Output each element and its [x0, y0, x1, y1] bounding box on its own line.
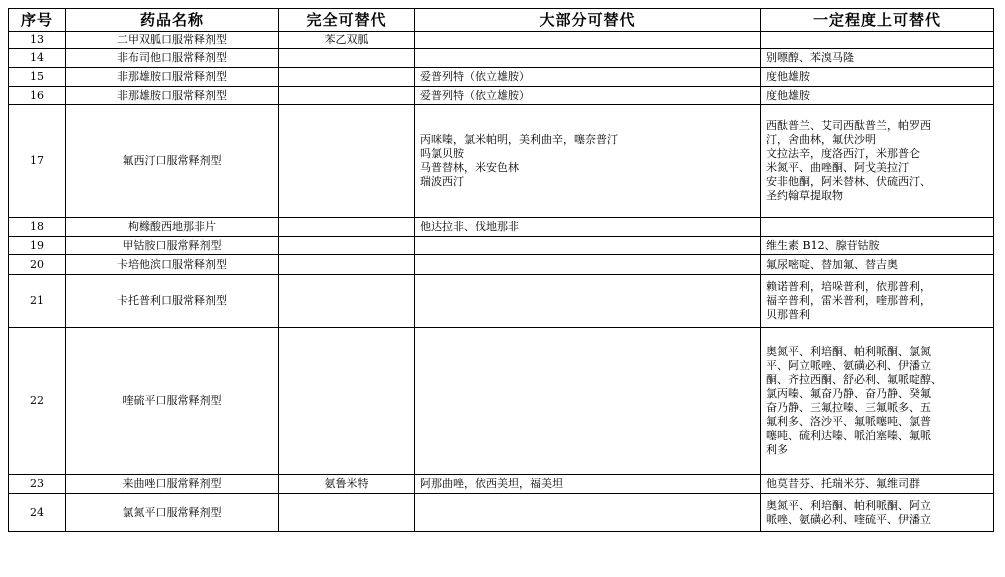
fully-substitutable-cell: 苯乙双胍: [279, 32, 415, 49]
cell-line: 汀，舍曲林，氟伏沙明: [766, 133, 876, 146]
drug-name: 枸橼酸西地那非片: [66, 218, 279, 237]
cell-line: 西酞普兰、艾司西酞普兰，帕罗西: [766, 119, 931, 132]
cell-line: 维生素 B12、腺苷钴胺: [766, 238, 880, 252]
drug-name: 非那雄胺口服常释剂型: [66, 87, 279, 105]
cell-line: 文拉法辛，度洛西汀，米那普仑: [766, 147, 920, 160]
fully-substitutable-cell: [279, 87, 415, 105]
row-index: 18: [9, 218, 66, 237]
table-row: [9, 328, 994, 475]
cell-line: 奥氮平、利培酮、帕利哌酮、阿立: [766, 498, 931, 512]
mostly-substitutable-cell: [415, 475, 761, 494]
cell-line: 安非他酮，阿米替林、伏硫西汀、: [766, 175, 931, 188]
mostly-substitutable-cell: [415, 328, 761, 475]
cell-line: 爱普列特（依立雄胺）: [420, 70, 530, 83]
partly-substitutable-cell: [761, 255, 994, 275]
cell-line: 哌唑、氨磺必利、喹硫平、伊潘立: [766, 512, 931, 526]
table-row: [9, 237, 994, 255]
drug-name: 氟西汀口服常释剂型: [66, 105, 279, 218]
row-index: 21: [9, 275, 66, 328]
partly-substitutable-cell: [761, 49, 994, 68]
partly-substitutable-cell: [761, 475, 994, 494]
partly-substitutable-cell: [761, 328, 994, 475]
partly-substitutable-cell: [761, 275, 994, 328]
cell-line: 赖诺普利，培哚普利，依那普利，: [766, 280, 931, 293]
row-index: 20: [9, 255, 66, 275]
cell-line: 吗氯贝胺: [420, 147, 464, 160]
table-row: [9, 32, 994, 49]
mostly-substitutable-cell: [415, 237, 761, 255]
table-row: [9, 49, 994, 68]
fully-substitutable-cell: 氨鲁米特: [279, 475, 415, 494]
cell-line: 度他雄胺: [766, 70, 810, 83]
partly-substitutable-cell: [761, 87, 994, 105]
drug-name: 二甲双胍口服常释剂型: [66, 32, 279, 49]
fully-substitutable-cell: [279, 218, 415, 237]
cell-line: 噻吨、硫利达嗪、哌泊塞嗪、氟哌: [766, 429, 931, 442]
header-mostly-substitutable: 大部分可替代: [415, 9, 761, 32]
drug-name: 卡培他滨口服常释剂型: [66, 255, 279, 275]
fully-substitutable-cell: [279, 328, 415, 475]
row-index: 13: [9, 32, 66, 49]
fully-substitutable-cell: [279, 255, 415, 275]
cell-line: 瑞波西汀: [420, 175, 464, 188]
mostly-substitutable-cell: [415, 87, 761, 105]
cell-line: 他达拉非、伐地那非: [420, 220, 519, 233]
row-index: 17: [9, 105, 66, 218]
table-row: [9, 105, 994, 218]
fully-substitutable-cell: [279, 105, 415, 218]
mostly-substitutable-cell: [415, 494, 761, 532]
substitution-table: [8, 8, 994, 532]
mostly-substitutable-cell: [415, 68, 761, 87]
cell-line: 别嘌醇、苯溴马隆: [766, 51, 854, 64]
drug-name: 非那雄胺口服常释剂型: [66, 68, 279, 87]
cell-line: 奋乃静、三氟拉嗪、三氟哌多、五: [766, 401, 931, 414]
header-drug-name: 药品名称: [66, 9, 279, 32]
row-index: 23: [9, 475, 66, 494]
header-index: 序号: [9, 9, 66, 32]
cell-line: 平、阿立哌唑、氨磺必利、伊潘立: [766, 359, 931, 372]
mostly-substitutable-cell: [415, 275, 761, 328]
cell-line: 贝那普利: [766, 308, 810, 321]
drug-name: 甲钴胺口服常释剂型: [66, 237, 279, 255]
cell-line: 爱普列特（依立雄胺）: [420, 88, 530, 102]
partly-substitutable-cell: [761, 494, 994, 532]
table-row: [9, 68, 994, 87]
cell-line: 福辛普利，雷米普利，喹那普利，: [766, 294, 931, 307]
partly-substitutable-cell: [761, 237, 994, 255]
table-row: [9, 255, 994, 275]
cell-line: 度他雄胺: [766, 88, 810, 102]
partly-substitutable-cell: [761, 68, 994, 87]
header-fully-substitutable: 完全可替代: [279, 9, 415, 32]
mostly-substitutable-cell: [415, 32, 761, 49]
table-body: [9, 32, 994, 532]
fully-substitutable-cell: [279, 494, 415, 532]
drug-name: 氯氮平口服常释剂型: [66, 494, 279, 532]
fully-substitutable-cell: [279, 49, 415, 68]
mostly-substitutable-cell: [415, 218, 761, 237]
fully-substitutable-cell: [279, 68, 415, 87]
cell-line: 酮、齐拉西酮、舒必利、氟哌啶醇、: [766, 373, 942, 386]
header-partly-substitutable: 一定程度上可替代: [761, 9, 994, 32]
cell-line: 他莫昔芬、托瑞米芬、氟维司群: [766, 477, 920, 490]
mostly-substitutable-cell: [415, 49, 761, 68]
cell-line: 马普替林，米安色林: [420, 161, 519, 174]
cell-line: 利多: [766, 443, 788, 456]
partly-substitutable-cell: [761, 32, 994, 49]
table-row: [9, 218, 994, 237]
row-index: 22: [9, 328, 66, 475]
table-row: [9, 275, 994, 328]
row-index: 14: [9, 49, 66, 68]
row-index: 16: [9, 87, 66, 105]
cell-line: 圣约翰草提取物: [766, 189, 843, 202]
drug-name: 来曲唑口服常释剂型: [66, 475, 279, 494]
table-row: [9, 475, 994, 494]
cell-line: 丙咪嗪，氯米帕明，美利曲辛，噻奈普汀: [420, 133, 618, 146]
partly-substitutable-cell: [761, 105, 994, 218]
cell-line: 氟尿嘧啶、替加氟、替吉奥: [766, 257, 898, 271]
row-index: 19: [9, 237, 66, 255]
cell-line: 氟利多、洛沙平、氟哌噻吨、氯普: [766, 415, 931, 428]
fully-substitutable-cell: [279, 275, 415, 328]
cell-line: 氯丙嗪、氟奋乃静、奋乃静、癸氟: [766, 387, 931, 400]
row-index: 15: [9, 68, 66, 87]
cell-line: 米氮平、曲唑酮、阿戈美拉汀: [766, 161, 909, 174]
partly-substitutable-cell: [761, 218, 994, 237]
cell-line: 奥氮平、利培酮、帕利哌酮、氯氮: [766, 345, 931, 358]
drug-name: 非布司他口服常释剂型: [66, 49, 279, 68]
drug-name: 喹硫平口服常释剂型: [66, 328, 279, 475]
row-index: 24: [9, 494, 66, 532]
table-row: [9, 87, 994, 105]
mostly-substitutable-cell: [415, 255, 761, 275]
fully-substitutable-cell: [279, 237, 415, 255]
table-row: [9, 494, 994, 532]
drug-name: 卡托普利口服常释剂型: [66, 275, 279, 328]
cell-line: 阿那曲唑，依西美坦，福美坦: [420, 477, 563, 490]
mostly-substitutable-cell: [415, 105, 761, 218]
header-row: [9, 9, 994, 32]
